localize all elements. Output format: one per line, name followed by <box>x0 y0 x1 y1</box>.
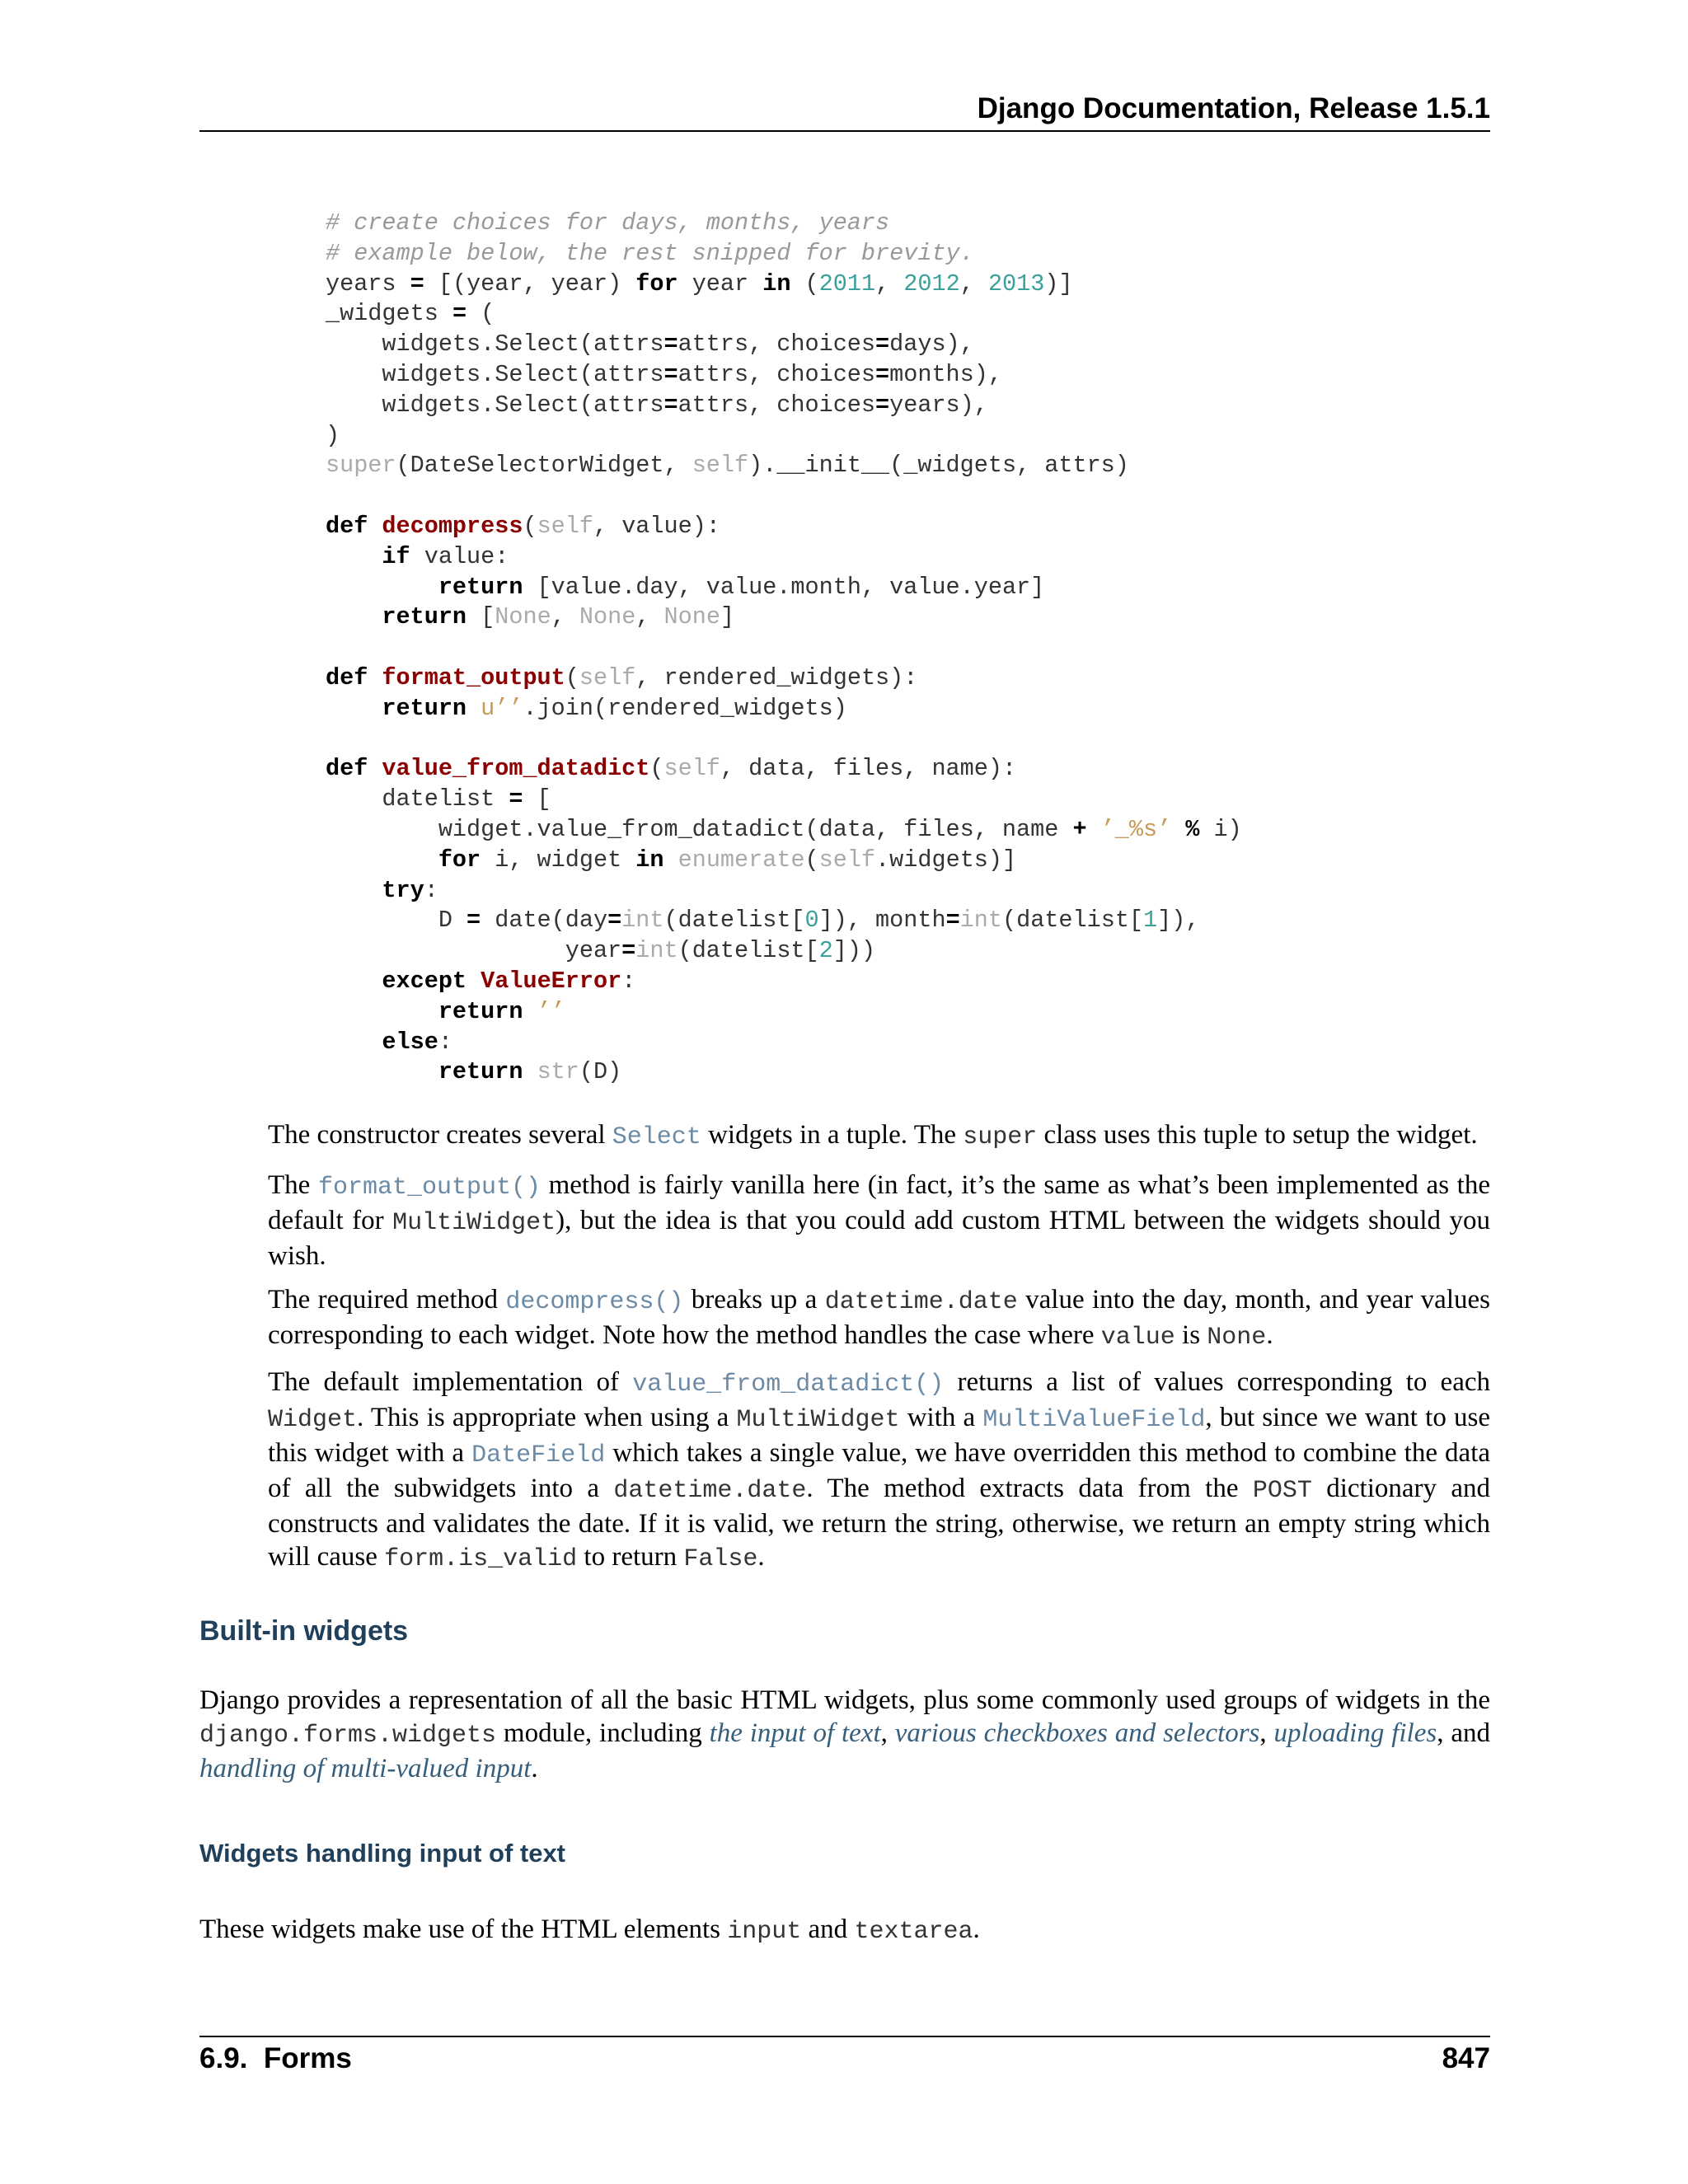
value-from-datadict-link[interactable]: value_from_datadict() <box>632 1371 945 1399</box>
paragraph-value-from-datadict: The default implementation of value_from_datadict() returns a list of values corresponding to each Widget. This is appropriate when using a MultiWidget with a MultiValueField, but since we want to use this widget with a DateField which takes a single value, we have overridden this method to combine the data of all the subwidgets into a datetime.date. The method extracts data from the POST dictionary and constructs and validates the date. If it is valid, we return the string, otherwise, we return an empty string which will cause form.is_valid to return False. <box>268 1367 1491 1573</box>
datefield-link[interactable]: DateField <box>471 1441 606 1469</box>
decompress-link[interactable]: decompress() <box>505 1288 684 1316</box>
link-uploading-files[interactable]: uploading files <box>1273 1718 1437 1748</box>
header-rule <box>199 130 1490 132</box>
format-output-link[interactable]: format_output() <box>317 1174 541 1202</box>
paragraph-built-in: Django provides a representation of all the basic HTML widgets, plus some commonly used groups of widgets in the django.forms.widgets module, including the input of text, various checkboxes and selectors, uploading files, and handling of multi-valued input. <box>199 1685 1490 1783</box>
code-block: # create choices for days, months, years # example below, the rest snipped for brevity. years = [(year, year) for year in (2011, 2012, 2013)] _widgets = ( widgets.Select(attrs=attrs, choices=days), widgets.Select(attrs=attrs, choices=months), widgets.Select(attrs=attrs, choices=years), ) super(DateSelectorWidget, self).__init__(_widgets, attrs) def decompress(self, value): if value: return [value.day, value.month, value.year] return [None, None, None] def format_output(self, rendered_widgets): return u’’.join(rendered_widgets) def value_from_datadict(self, data, files, name): datelist = [ widget.value_from_datadict(data, files, name + ’_%s’ % i) for i, widget in enumerate(self.widgets)] try: D = date(day=int(datelist[0]), month=int(datelist[1]), year=int(datelist[2])) except ValueError: return ’’ else: return str(D) <box>326 209 1242 1086</box>
page-number: 847 <box>1442 2042 1490 2074</box>
multivaluefield-link[interactable]: MultiValueField <box>982 1406 1206 1434</box>
heading-built-in-widgets: Built-in widgets <box>199 1615 409 1647</box>
link-input-of-text[interactable]: the input of text <box>709 1718 881 1748</box>
paragraph-decompress: The required method decompress() breaks up a datetime.date value into the day, month, and year values corresponding to each widget. Note how the method handles the case where value is None. <box>268 1285 1490 1352</box>
page-footer <box>199 2042 1490 2075</box>
paragraph-format-output: The format_output() method is fairly vanilla here (in fact, it’s the same as what’s been implemented as the default for MultiWidget), but the idea is that you could add custom HTML between the widgets should you wish. <box>268 1170 1490 1271</box>
footer-section: 6.9. Forms <box>199 2042 352 2074</box>
paragraph-input-text: These widgets make use of the HTML elements input and textarea. <box>199 1915 980 1946</box>
footer-rule <box>199 2036 1490 2037</box>
page-header-title: Django Documentation, Release 1.5.1 <box>977 92 1490 124</box>
link-checkboxes-selectors[interactable]: various checkboxes and selectors <box>894 1718 1260 1748</box>
paragraph-constructor: The constructor creates several Select widgets in a tuple. The super class uses this tuple to setup the widget. <box>268 1120 1478 1151</box>
select-code-link[interactable]: Select <box>612 1123 701 1151</box>
link-multi-valued-input[interactable]: handling of multi-valued input <box>199 1754 532 1783</box>
heading-widgets-input-text: Widgets handling input of text <box>199 1839 566 1868</box>
